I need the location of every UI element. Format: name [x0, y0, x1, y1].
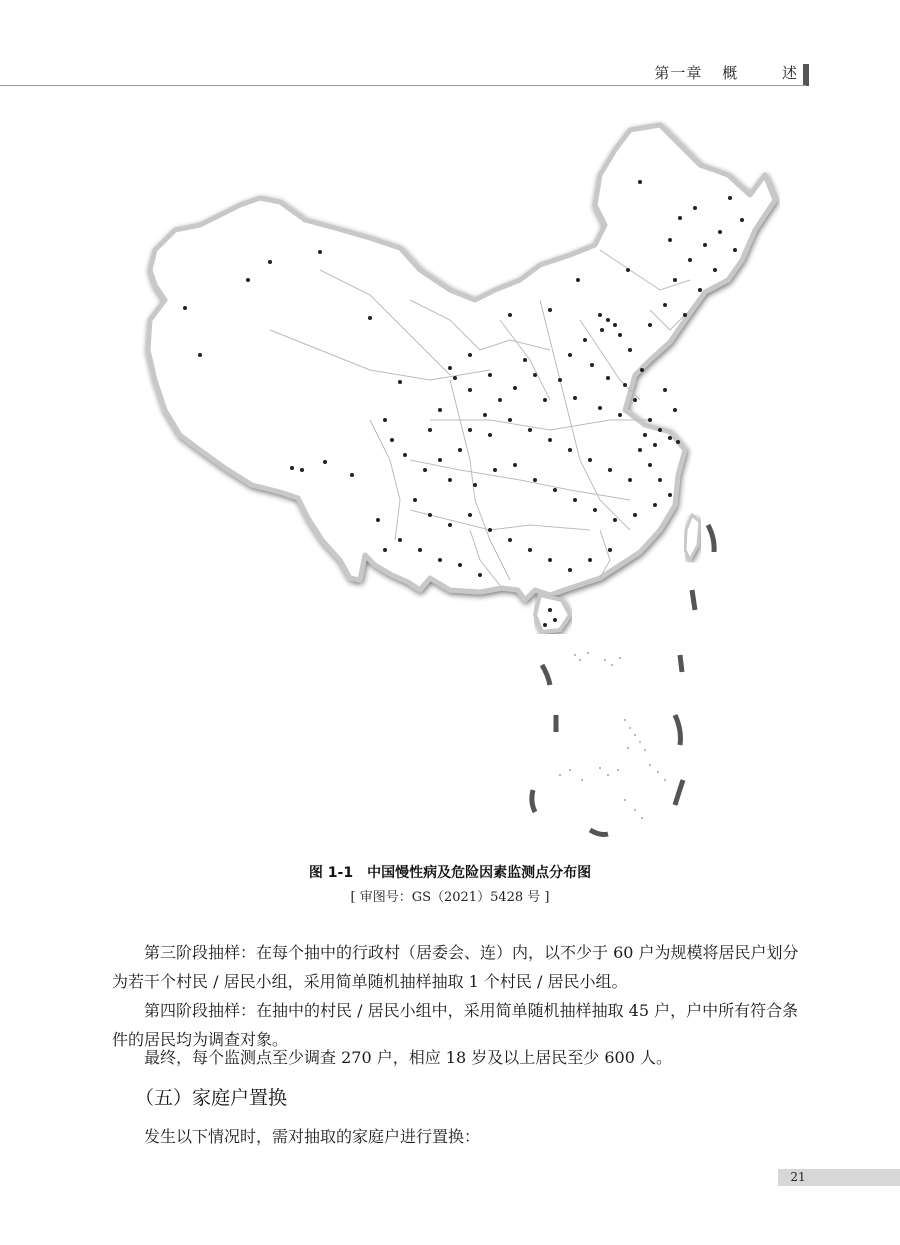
monitoring-point	[728, 196, 732, 200]
figure-approval-number: [ 审图号：GS（2021）5428 号 ]	[350, 890, 550, 905]
monitoring-point	[528, 428, 532, 432]
monitoring-point	[718, 230, 722, 234]
monitoring-point	[623, 383, 627, 387]
monitoring-point	[543, 398, 547, 402]
monitoring-point	[533, 478, 537, 482]
monitoring-point	[600, 328, 604, 332]
monitoring-point	[488, 433, 492, 437]
mainland-outline	[148, 125, 775, 600]
monitoring-point	[528, 548, 532, 552]
monitoring-point	[368, 316, 372, 320]
monitoring-point	[568, 568, 572, 572]
monitoring-point	[300, 468, 304, 472]
monitoring-point	[733, 248, 737, 252]
monitoring-point	[658, 478, 662, 482]
monitoring-point	[493, 468, 497, 472]
monitoring-point	[423, 468, 427, 472]
monitoring-point	[668, 238, 672, 242]
monitoring-point	[513, 463, 517, 467]
figure-title: 中国慢性病及危险因素监测点分布图	[367, 865, 592, 881]
monitoring-point	[640, 368, 644, 372]
monitoring-point	[448, 523, 452, 527]
monitoring-point	[638, 180, 642, 184]
monitoring-point	[676, 440, 680, 444]
monitoring-point	[688, 258, 692, 262]
monitoring-point	[703, 243, 707, 247]
monitoring-point	[598, 313, 602, 317]
monitoring-point	[628, 348, 632, 352]
monitoring-point	[553, 618, 557, 622]
monitoring-point	[428, 428, 432, 432]
monitoring-point	[663, 388, 667, 392]
monitoring-point	[633, 398, 637, 402]
monitoring-point	[448, 478, 452, 482]
monitoring-point	[488, 373, 492, 377]
monitoring-point	[448, 366, 452, 370]
monitoring-point	[648, 323, 652, 327]
monitoring-point	[606, 376, 610, 380]
header-marker	[803, 64, 809, 86]
monitoring-point	[468, 428, 472, 432]
monitoring-point	[653, 503, 657, 507]
monitoring-point	[438, 558, 442, 562]
monitoring-point	[513, 386, 517, 390]
monitoring-point	[403, 453, 407, 457]
monitoring-point	[553, 488, 557, 492]
monitoring-point	[618, 333, 622, 337]
monitoring-point	[633, 513, 637, 517]
monitoring-point	[713, 268, 717, 272]
monitoring-point	[468, 353, 472, 357]
paragraph-stage4: 第四阶段抽样：在抽中的村民 / 居民小组中，采用简单随机抽样抽取 45 户，户中所有符合条件的居民均为调查对象。	[112, 1001, 799, 1049]
monitoring-point	[613, 518, 617, 522]
monitoring-point	[548, 438, 552, 442]
taiwan-outline	[685, 515, 700, 560]
title-word-2: 述	[781, 64, 798, 82]
monitoring-point	[693, 206, 697, 210]
monitoring-point	[483, 413, 487, 417]
monitoring-point	[558, 378, 562, 382]
monitoring-point	[673, 278, 677, 282]
monitoring-point	[613, 323, 617, 327]
monitoring-point	[590, 363, 594, 367]
monitoring-point	[323, 460, 327, 464]
monitoring-point	[653, 443, 657, 447]
paragraph-final: 最终，每个监测点至少调查 270 户，相应 18 岁及以上居民至少 600 人。	[144, 1048, 672, 1067]
monitoring-point	[583, 338, 587, 342]
monitoring-point	[628, 478, 632, 482]
monitoring-point	[608, 468, 612, 472]
monitoring-point	[468, 513, 472, 517]
monitoring-point	[508, 313, 512, 317]
monitoring-point	[573, 498, 577, 502]
monitoring-point	[398, 538, 402, 542]
monitoring-point	[543, 623, 547, 627]
monitoring-point	[418, 548, 422, 552]
monitoring-point	[606, 318, 610, 322]
monitoring-point	[663, 303, 667, 307]
monitoring-point	[438, 408, 442, 412]
monitoring-point	[638, 448, 642, 452]
monitoring-point	[548, 608, 552, 612]
monitoring-point	[473, 483, 477, 487]
monitoring-point	[588, 458, 592, 462]
header-rule	[0, 85, 806, 86]
monitoring-point	[668, 493, 672, 497]
china-map-svg	[130, 120, 780, 850]
monitoring-point-map	[130, 120, 780, 850]
monitoring-point	[643, 433, 647, 437]
figure-caption	[0, 862, 900, 882]
monitoring-point	[390, 438, 394, 442]
monitoring-point	[648, 418, 652, 422]
running-header-title	[654, 62, 798, 83]
paragraph-replacement-intro: 发生以下情况时，需对抽取的家庭户进行置换：	[144, 1127, 481, 1146]
monitoring-point	[383, 548, 387, 552]
south-sea-islets	[559, 652, 666, 819]
title-word-1: 概	[722, 64, 739, 82]
monitoring-point	[383, 418, 387, 422]
monitoring-point	[508, 538, 512, 542]
monitoring-point	[398, 380, 402, 384]
monitoring-point	[626, 268, 630, 272]
monitoring-point	[478, 573, 482, 577]
monitoring-point	[413, 498, 417, 502]
monitoring-point	[648, 463, 652, 467]
monitoring-point	[428, 513, 432, 517]
monitoring-point	[498, 398, 502, 402]
monitoring-point	[593, 508, 597, 512]
monitoring-point	[268, 260, 272, 264]
monitoring-point	[658, 428, 662, 432]
monitoring-point	[678, 216, 682, 220]
monitoring-point	[548, 558, 552, 562]
monitoring-point	[290, 466, 294, 470]
monitoring-point	[598, 406, 602, 410]
monitoring-point	[608, 548, 612, 552]
monitoring-point	[618, 413, 622, 417]
monitoring-point	[568, 448, 572, 452]
monitoring-point	[468, 388, 472, 392]
monitoring-point	[458, 563, 462, 567]
section-heading: （五）家庭户置换	[135, 1087, 288, 1109]
page-number: 21	[790, 1170, 806, 1184]
figure-number: 图 1-1	[308, 865, 354, 881]
monitoring-point	[568, 353, 572, 357]
monitoring-point	[508, 418, 512, 422]
monitoring-point	[438, 458, 442, 462]
monitoring-point	[576, 278, 580, 282]
monitoring-point	[523, 358, 527, 362]
monitoring-point	[673, 408, 677, 412]
monitoring-point	[350, 473, 354, 477]
monitoring-point	[668, 436, 672, 440]
monitoring-point	[198, 353, 202, 357]
monitoring-point	[698, 288, 702, 292]
monitoring-point	[318, 250, 322, 254]
monitoring-point	[533, 373, 537, 377]
paragraph-stage3: 第三阶段抽样：在每个抽中的行政村（居委会、连）内，以不少于 60 户为规模将居民户划分为若干个村民 / 居民小组，采用简单随机抽样抽取 1 个村民 / 居民小组。	[112, 943, 799, 991]
monitoring-point	[376, 518, 380, 522]
monitoring-point	[683, 313, 687, 317]
monitoring-point	[740, 218, 744, 222]
monitoring-point	[588, 558, 592, 562]
monitoring-point	[183, 306, 187, 310]
chapter-label: 第一章	[654, 64, 703, 82]
hainan-outline	[535, 595, 570, 632]
monitoring-point	[548, 308, 552, 312]
monitoring-point	[458, 448, 462, 452]
monitoring-point	[246, 278, 250, 282]
monitoring-point	[488, 528, 492, 532]
monitoring-point	[453, 376, 457, 380]
monitoring-point	[573, 396, 577, 400]
